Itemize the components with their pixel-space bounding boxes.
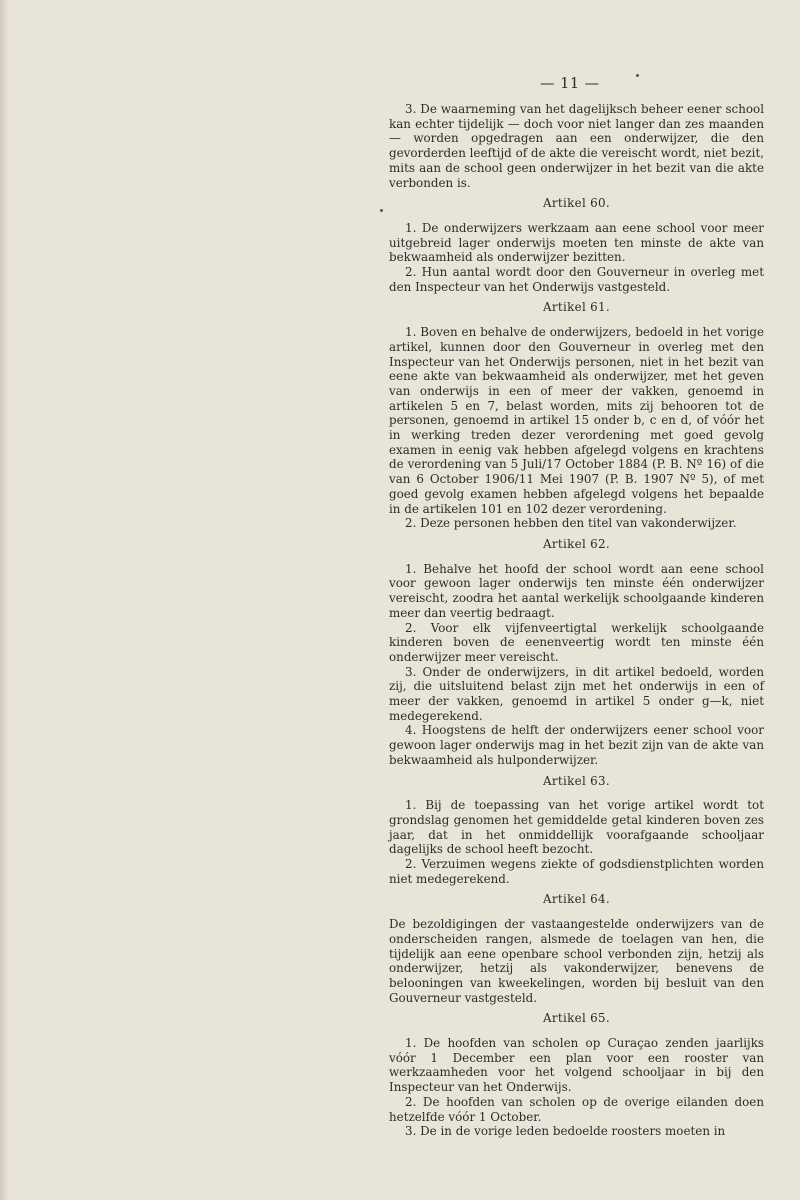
article-heading: Artikel 62. bbox=[543, 536, 610, 551]
article-heading: Artikel 65. bbox=[543, 1011, 610, 1026]
article-paragraph: 2. Deze personen hebben den titel van vakonderwijzer. bbox=[405, 516, 737, 531]
text-column bbox=[389, 102, 764, 1139]
article-heading: Artikel 63. bbox=[543, 773, 610, 788]
article-paragraph: 1. Behalve het hoofd der school wordt aan eene school voor gewoon lager onderwijs ten minste één onderwijzer vereischt, zoodra het aantal werkelijk schoolgaande kinderen meer dan veertig bedraagt. bbox=[389, 561, 764, 620]
paper-speck bbox=[380, 209, 383, 212]
page-edge-shadow bbox=[0, 0, 8, 1200]
article-paragraph: 1. Boven en behalve de onderwijzers, bedoeld in het vorige artikel, kunnen door den Gouverneur in overleg met den Inspecteur van het Onderwijs personen, niet in het bezit van eene akte van bekwaamheid als onderwijzer, met het geven van onderwijs in een of meer der vakken, genoemd in artikelen 5 en 7, belast worden, mits zij behooren tot de personen, genoemd in artikel 15 onder b, c en d, of vóór het in werking treden dezer verordening met goed gevolg examen in eenig vak hebben afgelegd volgens en krachtens de verordening van 5 Juli/17 October 1884 (P. B. Nº 16) of die van 6 October 1906/11 Mei 1907 (P. B. 1907 Nº 5), of met goed gevolg examen hebben afgelegd volgens het bepaalde in de artikelen 101 en 102 dezer verordening. bbox=[389, 325, 764, 516]
article-paragraph: 3. Onder de onderwijzers, in dit artikel bedoeld, worden zij, die uitsluitend belast zijn met het onderwijs in een of meer der vakken, genoemd in artikel 5 onder g—k, niet medegerekend. bbox=[389, 664, 764, 723]
article-paragraph: De bezoldigingen der vastaangestelde onderwijzers van de onderscheiden rangen, alsmede de toelagen van hen, die tijdelijk aan eene openbare school verbonden zijn, hetzij als onderwijzer, hetzij als vakonderwijzer, benevens de belooningen van kweekelingen, worden bij besluit van den Gouverneur vastgesteld. bbox=[389, 917, 764, 1005]
article-heading: Artikel 60. bbox=[543, 196, 610, 211]
article-paragraph: 1. De onderwijzers werkzaam aan eene school voor meer uitgebreid lager onderwijs moeten ten minste de akte van bekwaamheid als onderwijzer bezitten. bbox=[389, 220, 764, 265]
article-paragraph: 2. Verzuimen wegens ziekte of godsdienstplichten worden niet medegerekend. bbox=[389, 857, 764, 886]
article-paragraph: 2. Voor elk vijfenveertigtal werkelijk schoolgaande kinderen boven de eenenveertig wordt ten minste één onderwijzer meer vereischt. bbox=[389, 620, 764, 664]
article-paragraph: 2. Hun aantal wordt door den Gouverneur in overleg met den Inspecteur van het Onderwijs vastgesteld. bbox=[389, 265, 764, 294]
page-number: — 11 — bbox=[540, 76, 600, 92]
paper-speck bbox=[636, 74, 639, 77]
article-paragraph: 1. De hoofden van scholen op Curaçao zenden jaarlijks vóór 1 December een plan voor een rooster van werkzaamheden voor het volgend schooljaar in bij den Inspecteur van het Onderwijs. bbox=[389, 1036, 764, 1095]
article-paragraph: 1. Bij de toepassing van het vorige artikel wordt tot grondslag genomen het gemiddelde getal kinderen boven zes jaar, dat in het onmiddellijk voorafgaande schooljaar dagelijks de school heeft bezocht. bbox=[389, 798, 764, 857]
article-heading: Artikel 64. bbox=[543, 892, 610, 907]
article-paragraph: 2. De hoofden van scholen op de overige eilanden doen hetzelfde vóór 1 October. bbox=[389, 1094, 764, 1124]
article-paragraph: 3. De in de vorige leden bedoelde roosters moeten in bbox=[405, 1124, 726, 1139]
article-paragraph: 3. De waarneming van het dagelijksch beheer eener school kan echter tijdelijk — doch voor niet langer dan zes maanden — worden opgedragen aan een onderwijzer, die den gevorderden leeftijd of de akte die vereischt wordt, niet bezit, mits aan de school geen onderwijzer in het bezit van die akte verbonden is. bbox=[389, 102, 765, 190]
article-paragraph: 4. Hoogstens de helft der onderwijzers eener school voor gewoon lager onderwijs mag in het bezit zijn van de akte van bekwaamheid als hulponderwijzer. bbox=[389, 723, 764, 767]
article-heading: Artikel 61. bbox=[543, 300, 610, 315]
